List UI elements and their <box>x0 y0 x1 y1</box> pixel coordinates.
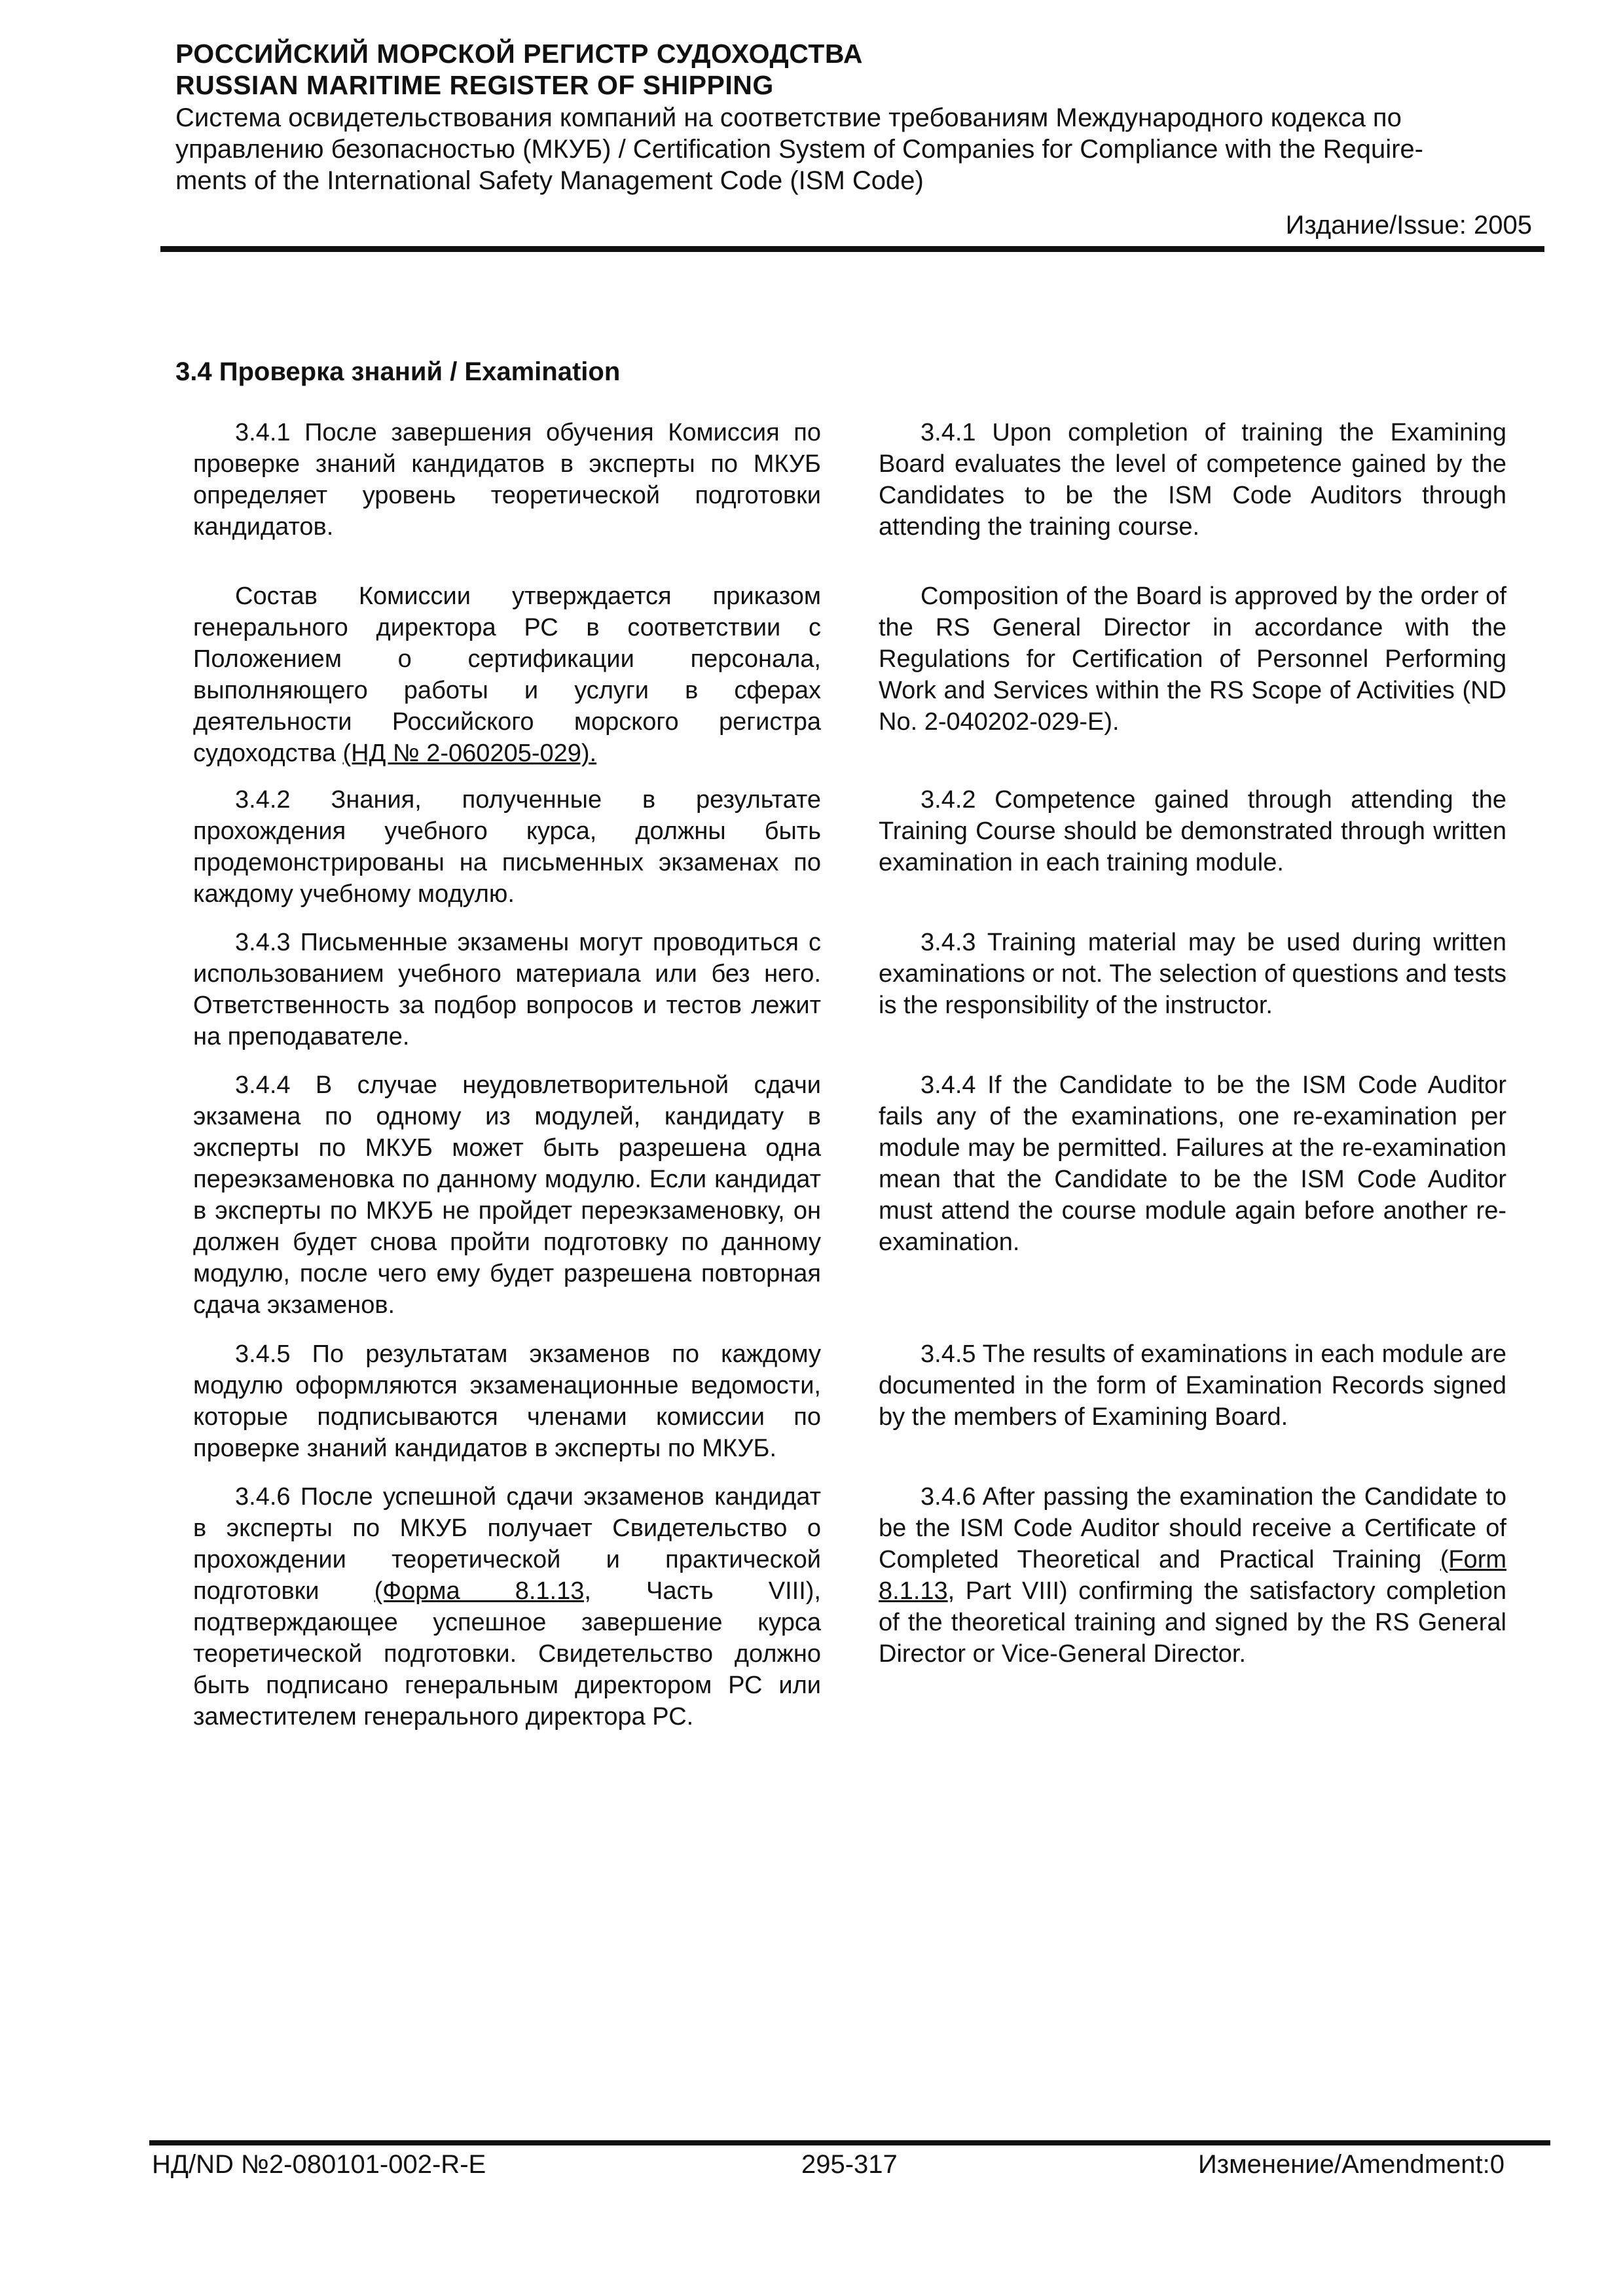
footer-amendment: Изменение/Amendment:0 <box>1198 2150 1504 2179</box>
header-divider <box>160 246 1544 252</box>
footer-divider <box>149 2140 1550 2145</box>
org-name-ru: РОССИЙСКИЙ МОРСКОЙ РЕГИСТР СУДОХОДСТВА <box>175 39 864 69</box>
ru-composition-text: Состав Комиссии утверждается приказом генерального директора РС в соответствии с Положением о сертификации персонала, выполняющего работы и услуги в сферах деятельности Российского морского регистра судоходства <box>193 583 821 767</box>
system-title-line: Система освидетельствования компаний на соответствие требованиям Международного кодекса по <box>175 103 1402 132</box>
en-paragraph-3-4-5 <box>879 1338 1506 1433</box>
footer-page-number: 295-317 <box>801 2150 898 2179</box>
en-paragraph-text: 3.4.4 If the Candidate to be the ISM Code Auditor fails any of the examinations, one re-examination per module may be permitted. Failures at the re-examination mean that the Candidate to be the ISM Code Auditor must attend the course module again before another re-examination. <box>879 1071 1506 1256</box>
en-paragraph-3-4-1 <box>879 417 1506 543</box>
footer-doc-number: НД/ND №2-080101-002-R-E <box>152 2150 486 2179</box>
system-title-line: управлению безопасностью (МКУБ) / Certification System of Companies for Compliance with the Require- <box>175 135 1423 164</box>
en-paragraph-3-4-6 <box>879 1481 1506 1670</box>
page-header <box>175 38 1532 241</box>
issue-label: Издание/Issue: 2005 <box>1285 211 1532 240</box>
ru-paragraph-text: 3.4.6 После успешной сдачи экзаменов кандидат в эксперты по МКУБ получает Свидетельство о прохождении теоретической и практической подготовки <box>193 1483 821 1605</box>
system-title-line: ments of the International Safety Management Code (ISM Code) <box>175 166 924 195</box>
en-paragraph-text: 3.4.1 Upon completion of training the Examining Board evaluates the level of competence gained by the Candidates to be the ISM Code Auditors through attending the training course. <box>879 419 1506 541</box>
ru-paragraph-composition <box>193 581 821 769</box>
en-paragraph-3-4-4 <box>879 1069 1506 1258</box>
ru-paragraph-text: Часть VIII), подтверждающее успешное завершение курса теоретической подготовки. Свидетельство должно быть подписано генеральным директором РС или заместителем генерального директора РС. <box>193 1577 821 1731</box>
en-paragraph-text: 3.4.5 The results of examinations in each module are documented in the form of Examination Records signed by the members of Examining Board. <box>879 1340 1506 1431</box>
en-paragraph-text: 3.4.3 Training material may be used during written examinations or not. The selection of questions and tests is the responsibility of the instructor. <box>879 929 1506 1019</box>
ru-form-reference-link[interactable]: (Форма 8.1.13, <box>374 1577 591 1605</box>
ru-paragraph-text: 3.4.2 Знания, полученные в результате прохождения учебного курса, должны быть продемонстрированы на письменных экзаменах по каждому учебному модулю. <box>193 786 821 908</box>
ru-paragraph-3-4-5 <box>193 1338 821 1464</box>
en-paragraph-3-4-2 <box>879 784 1506 878</box>
en-paragraph-text: Composition of the Board is approved by the order of the RS General Director in accordance with the Regulations for Certification of Personnel Performing Work and Services within the RS Scope of Activities (ND No. 2-040202-029-E). <box>879 583 1506 736</box>
system-title <box>175 102 1532 196</box>
ru-paragraph-text: 3.4.4 В случае неудовлетворительной сдачи экзамена по одному из модулей, кандидату в эксперты по МКУБ может быть разрешена одна переэкзаменовка по данному модулю. Если кандидат в эксперты по МКУБ не пройдет переэкзаменовку, он должен будет снова пройти подготовку по данному модулю, после чего ему будет разрешена повторная сдача экзаменов. <box>193 1071 821 1319</box>
section-heading: 3.4 Проверка знаний / Examination <box>175 357 621 386</box>
russian-column <box>193 417 821 548</box>
en-form-reference-link[interactable]: (Form 8.1.13 <box>879 1546 1506 1605</box>
ru-paragraph-text: 3.4.5 По результатам экзаменов по каждому модулю оформляются экзаменационные ведомости, которые подписываются членами комиссии по проверке знаний кандидатов в эксперты по МКУБ. <box>193 1340 821 1462</box>
en-paragraph-composition <box>879 581 1506 738</box>
ru-paragraph-text: 3.4.3 Письменные экзамены могут проводиться с использованием учебного материала или без него. Ответственность за подбор вопросов и тестов лежит на преподавателе. <box>193 929 821 1050</box>
en-paragraph-text: 3.4.2 Competence gained through attending the Training Course should be demonstrated through written examination in each training module. <box>879 786 1506 876</box>
ru-paragraph-3-4-3 <box>193 927 821 1052</box>
ru-paragraph-3-4-1: 3.4.1 После завершения обучения Комиссия по проверке знаний кандидатов в эксперты по МКУБ определяет уровень теоретической подготовки кандидатов. <box>193 419 821 541</box>
ru-paragraph-3-4-4 <box>193 1069 821 1321</box>
en-paragraph-text: , Part VIII) confirming the satisfactory completion of the theoretical training and signed by the RS General Director or Vice-General Director. <box>879 1577 1506 1668</box>
ru-nd-reference-link[interactable]: (НД № 2-060205-029). <box>342 740 597 767</box>
en-paragraph-text: 3.4.6 After passing the examination the Candidate to be the ISM Code Auditor should receive a Certificate of Completed Theoretical and Practical Training <box>879 1483 1506 1573</box>
ru-paragraph-3-4-6 <box>193 1481 821 1732</box>
org-name-en: RUSSIAN MARITIME REGISTER OF SHIPPING <box>175 70 774 100</box>
ru-paragraph-3-4-2 <box>193 784 821 910</box>
en-paragraph-3-4-3 <box>879 927 1506 1021</box>
